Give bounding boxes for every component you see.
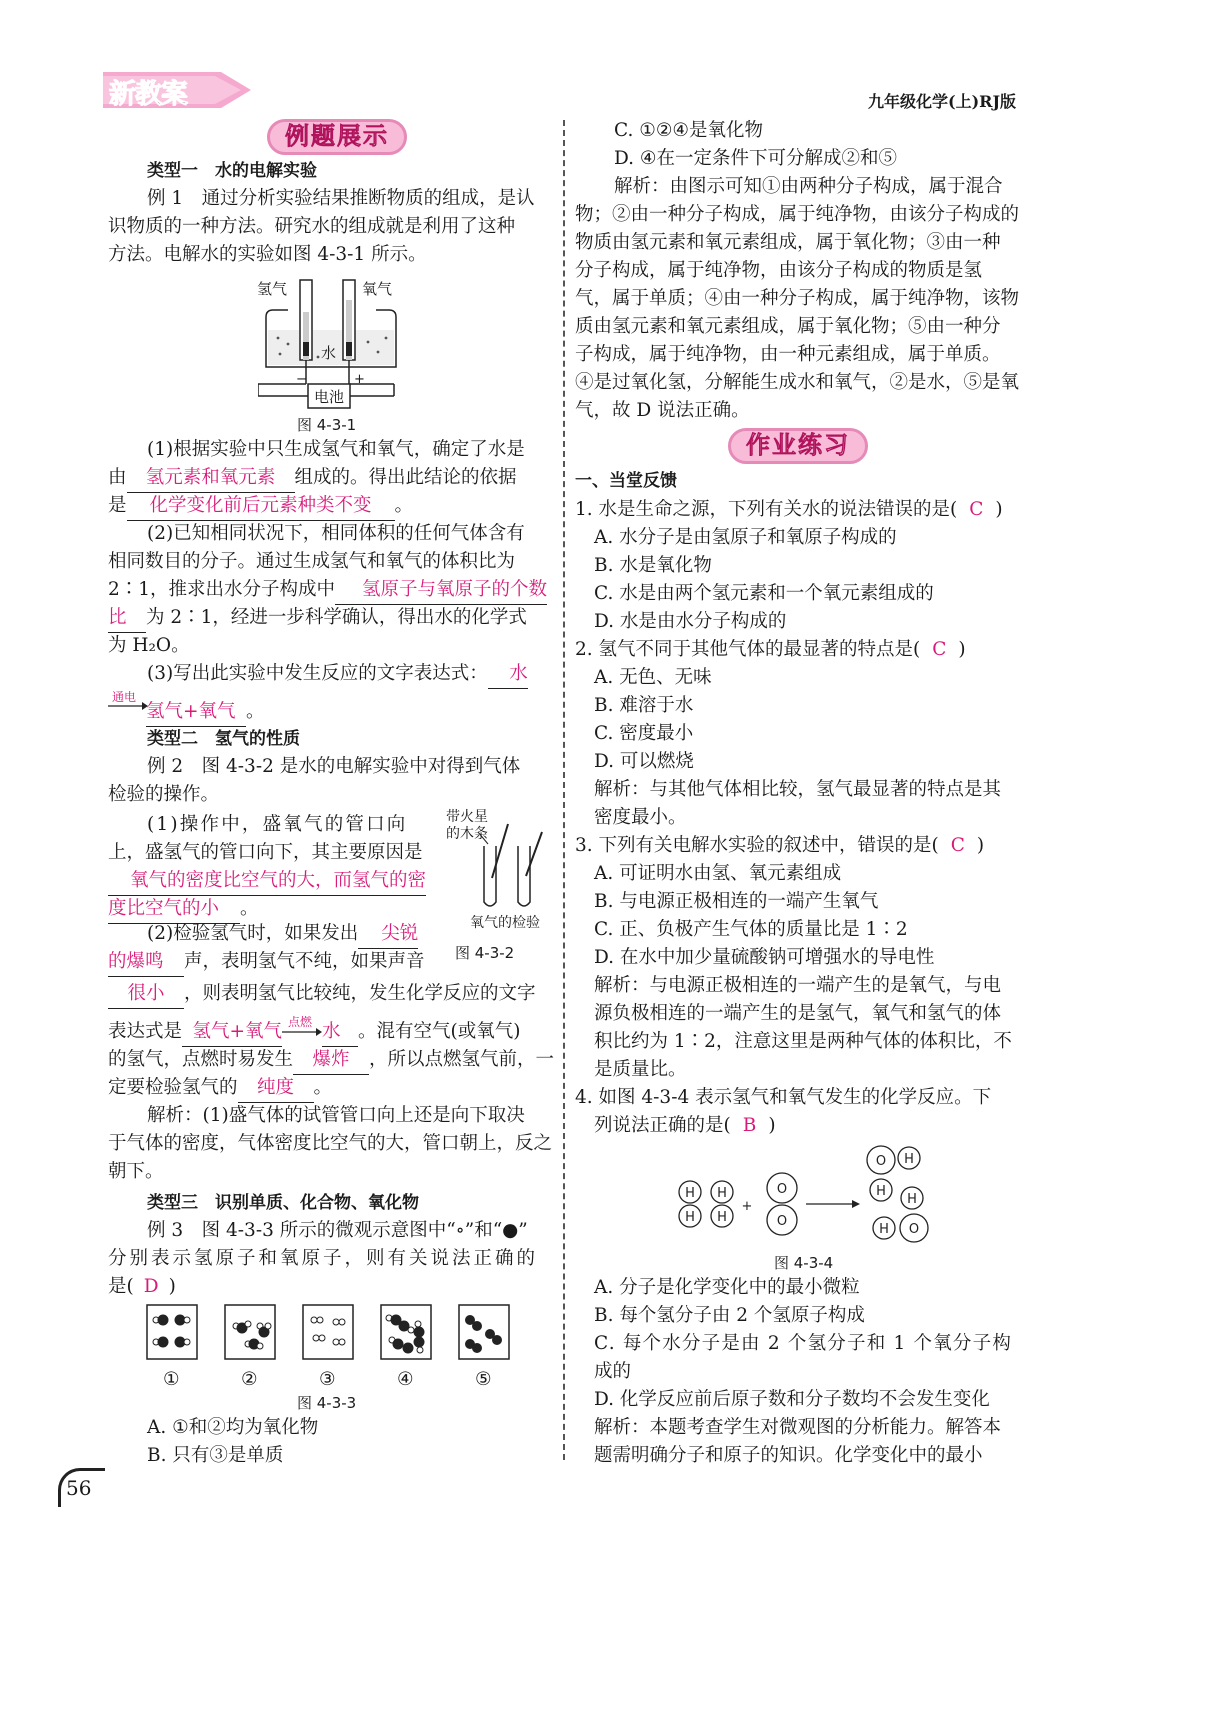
logo-text: 新教案: [109, 79, 187, 110]
svg-text:H: H: [879, 1222, 889, 1237]
example2-line1: 例 2 图 4-3-2 是水的电解实验中对得到气体: [147, 756, 521, 777]
q2-line3: [108, 576, 547, 605]
fig1-o2-label: 氧气: [362, 280, 393, 298]
svg-text:H: H: [876, 1184, 886, 1199]
q1-answer: C: [969, 499, 984, 520]
ex2-q2-line4-post: 。混有空气(或氧气): [358, 1021, 521, 1042]
ex3-option-b: B. 只有③是单质: [147, 1445, 284, 1466]
ex2-analysis-line1: 解析：(1)盛气体的试管管口向上还是向下取决: [147, 1105, 525, 1126]
fig1-water-label: 水: [321, 344, 337, 362]
q2-option-c: C. 密度最小: [594, 723, 694, 744]
fig2-label-splint2: 的木条: [446, 826, 488, 842]
q2-line2: 相同数目的分子。通过生成氢气和氧气的体积比为: [108, 551, 516, 572]
q4-analysis-line2: 题需明确分子和原子的知识。化学变化中的最小: [594, 1445, 983, 1466]
q4-paren-close: ): [768, 1115, 776, 1136]
q1-line3-post: 。: [394, 495, 414, 516]
q2-analysis-line1: 解析：与其他气体相比较，氢气最显著的特点是其: [594, 779, 1002, 800]
q3-analysis-line3: 积比约为 1∶2，注意这里是两种气体的体积比，不: [594, 1031, 1012, 1052]
ex2-q2-line5-post: ，所以点燃氢气前，一: [369, 1049, 555, 1070]
ex2-q2-line3-post: ，则表明氢气比较纯，发生化学反应的文字: [184, 983, 536, 1004]
q3-line1: [147, 660, 528, 689]
q3-option-d: D. 在水中加少量硫酸钠可增强水的导电性: [594, 947, 935, 968]
fig2-caption: 图 4-3-2: [455, 944, 515, 962]
ex2-q2-answer-reactants: 氢气+氧气: [182, 1018, 282, 1047]
q4-option-b: B. 每个氢分子由 2 个氢原子构成: [594, 1305, 865, 1326]
fig3-label-4: ④: [397, 1369, 414, 1390]
ex2-q1-line4-post: 。: [240, 898, 259, 919]
figure-gas-test: [440, 806, 550, 936]
svg-text:O: O: [875, 1154, 887, 1169]
q2-line4-post: 为 2∶1，经进一步科学确认，得出水的化学式: [146, 607, 527, 628]
column-divider: [563, 120, 565, 1460]
q4-stem-line1: 4. 如图 4-3-4 表示氢气和氧气发生的化学反应。下: [575, 1087, 992, 1108]
fig3-label-3: ③: [319, 1369, 336, 1390]
q2-line4: [108, 604, 527, 633]
ex2-q2-reaction-arrow: [282, 1015, 322, 1042]
fig3-caption: 图 4-3-3: [297, 1394, 357, 1412]
ex2-q1-answer-part2: 度比空气的小: [108, 895, 240, 924]
svg-text:O: O: [776, 1182, 788, 1197]
q2-line5: 为 H₂O。: [108, 635, 190, 656]
q4-analysis-line1: 解析：本题考查学生对微观图的分析能力。解答本: [594, 1417, 1002, 1438]
q2-option-b: B. 难溶于水: [594, 695, 694, 716]
fig1-battery-label: 电池: [314, 388, 345, 406]
example1-line2: 识物质的一种方法。研究水的组成就是利用了这种: [108, 216, 516, 237]
q4-option-c-cont: 成的: [594, 1361, 632, 1382]
fig2-label-oxygen-test: 氧气的检验: [470, 915, 540, 931]
q3-stem-text: 3. 下列有关电解水实验的叙述中，错误的是(: [575, 835, 939, 856]
q2-option-a: A. 无色、无味: [594, 667, 712, 688]
ex2-q1-line3: [108, 867, 426, 896]
q3-answer-water: 水: [488, 660, 528, 689]
q3-line2: [146, 698, 265, 727]
figure-micro-boxes: [146, 1304, 516, 1364]
q1-paren-close: ): [995, 499, 1003, 520]
q2-line3-pre: 2∶1，推求出水分子构成中: [108, 579, 336, 600]
svg-text:H: H: [904, 1152, 914, 1167]
q2-answer-part1: 氢原子与氧原子的个数: [335, 576, 547, 605]
ex2-q2-answer-small: 很小: [108, 980, 184, 1009]
q3-stem: [575, 832, 984, 860]
ex2-analysis-line2: 于气体的密度，气体密度比空气的大，管口朝上，反之: [108, 1133, 553, 1154]
q3-analysis-line1: 解析：与电源正极相连的一端产生的是氧气，与电: [594, 975, 1002, 996]
q3-analysis-line2: 源负极相连的一端产生的是氢气，氧气和氢气的体: [594, 1003, 1002, 1024]
ex2-q2-line5: [108, 1046, 554, 1075]
type-one-heading: 类型一 水的电解实验: [147, 161, 317, 181]
svg-text:H: H: [717, 1210, 727, 1225]
ex3-paren-close: ): [168, 1276, 176, 1297]
ex3-analysis-line1: 解析：由图示可知①由两种分子构成，属于混合: [614, 176, 1003, 197]
figure-electrolysis: [258, 272, 438, 412]
example3-line3: [108, 1273, 176, 1301]
q2-stem-text: 2. 氢气不同于其他气体的最显著的特点是(: [575, 639, 921, 660]
q4-option-c: C. 每个水分子是由 2 个氢分子和 1 个氧分子构: [594, 1333, 1013, 1354]
q2-paren-close: ): [958, 639, 966, 660]
ex3-answer: D: [143, 1276, 159, 1297]
edition-label: 九年级化学(上)RJ版: [868, 92, 1017, 111]
q1-option-c: C. 水是由两个氢元素和一个氧元素组成的: [594, 583, 934, 604]
ex2-q1-line1: (1)操作中，盛氧气的管口向: [147, 814, 408, 835]
fig3-label-5: ⑤: [475, 1369, 492, 1390]
example1-line1: 例 1 通过分析实验结果推断物质的组成，是认: [147, 188, 535, 209]
ex3-analysis-line7: 子构成，属于纯净物，由一种元素组成，属于单质。: [575, 344, 1001, 365]
ex2-q1-answer-part1: 氧气的密度比空气的大，而氢气的密: [108, 867, 426, 896]
q3-option-c: C. 正、负极产生气体的质量比是 1∶2: [594, 919, 908, 940]
ex2-q2-line1-pre: (2)检验氢气时，如果发出: [147, 923, 359, 944]
q2-line1: (2)已知相同状况下，相同体积的任何气体含有: [147, 523, 525, 544]
q3-condition: 通电: [112, 690, 137, 704]
logo: [103, 70, 253, 110]
example1-line3: 方法。电解水的实验如图 4-3-1 所示。: [108, 244, 427, 265]
ex2-q2-answer-sharp: 尖锐: [358, 920, 418, 949]
q4-option-a: A. 分子是化学变化中的最小微粒: [594, 1277, 860, 1298]
svg-text:H: H: [717, 1186, 727, 1201]
q4-stem2-text: 列说法正确的是(: [594, 1115, 731, 1136]
page-number: 56: [66, 1476, 92, 1500]
ex3-analysis-line4: 分子构成，属于纯净物，由该分子构成的物质是氢: [575, 260, 983, 281]
ex2-q2-line1: [147, 920, 418, 949]
q1-answer-elements: 氢元素和氧元素: [127, 464, 295, 493]
svg-text:O: O: [776, 1214, 788, 1229]
q2-answer-part2: 比: [108, 604, 146, 633]
svg-text:H: H: [685, 1210, 695, 1225]
q1-answer-basis: 化学变化前后元素种类不变: [127, 492, 395, 521]
svg-text:+: +: [741, 1199, 753, 1214]
fig1-neg-label: −: [296, 372, 307, 387]
q1-line3: [108, 492, 413, 521]
q2-analysis-line2: 密度最小。: [594, 807, 687, 828]
q3-line2-post: 。: [246, 701, 265, 722]
ex3-analysis-line9: 气，故 D 说法正确。: [575, 400, 750, 421]
ex2-q2-answer-product: 水: [322, 1018, 358, 1047]
q1-option-a: A. 水分子是由氢原子和氧原子构成的: [594, 527, 897, 548]
fig1-pos-label: +: [354, 372, 365, 387]
example2-line2: 检验的操作。: [108, 784, 220, 805]
ex2-analysis-line3: 朝下。: [108, 1161, 164, 1182]
ex2-q2-answer-explode: 爆炸: [293, 1046, 369, 1075]
q1-line2-post: 组成的。得出此结论的依据: [294, 467, 517, 488]
fig1-caption: 图 4-3-1: [297, 416, 357, 434]
ex3-option-c: C. ①②④是氧化物: [614, 120, 764, 141]
svg-text:H: H: [685, 1186, 695, 1201]
ex3-option-d: D. ④在一定条件下可分解成②和⑤: [614, 148, 898, 169]
fig2-label-splint: 带火星: [446, 809, 488, 825]
q3-answer-products: 氢气+氧气: [146, 698, 246, 727]
ex2-q2-answer-purity: 纯度: [238, 1074, 314, 1103]
figure-reaction-model: [672, 1142, 942, 1252]
ex2-q2-line3: [108, 980, 536, 1009]
section-banner-exercises: 作业练习: [728, 428, 868, 464]
q1-stem-text: 1. 水是生命之源，下列有关水的说法错误的是(: [575, 499, 958, 520]
q3-line1-pre: (3)写出此实验中发生反应的文字表达式：: [147, 663, 488, 684]
ex2-q2-line6-pre: 定要检验氢气的: [108, 1077, 238, 1098]
section-banner-examples: 例题展示: [267, 119, 407, 155]
q1-option-d: D. 水是由水分子构成的: [594, 611, 787, 632]
ex3-analysis-line3: 物质由氢元素和氧元素组成，属于氧化物；③由一种: [575, 232, 1001, 253]
q3-option-a: A. 可证明水由氢、氧元素组成: [594, 863, 842, 884]
q1-stem: [575, 496, 1003, 524]
ex3-option-a: A. ①和②均为氧化物: [147, 1417, 319, 1438]
q1-line3-pre: 是: [108, 495, 127, 516]
q2-option-d: D. 可以燃烧: [594, 751, 694, 772]
ex2-q1-line2: 上，盛氢气的管口向下，其主要原因是: [108, 842, 423, 863]
q4-answer: B: [742, 1115, 757, 1136]
ex2-q2-line4-pre: 表达式是: [108, 1021, 183, 1042]
q3-reaction-arrow: [108, 690, 148, 720]
ex2-q2-line5-pre: 的氢气，点燃时易发生: [108, 1049, 294, 1070]
ex2-q2-line2: [108, 948, 425, 977]
q4-stem-line2: [594, 1112, 776, 1140]
q3-option-b: B. 与电源正极相连的一端产生氧气: [594, 891, 879, 912]
q3-answer: C: [950, 835, 965, 856]
q1-option-b: B. 水是氧化物: [594, 555, 712, 576]
q2-answer: C: [932, 639, 947, 660]
q1-line1: (1)根据实验中只生成氢气和氧气，确定了水是: [147, 439, 525, 460]
q1-line2: [108, 464, 517, 493]
type-two-heading: 类型二 氢气的性质: [147, 729, 300, 749]
fig4-caption: 图 4-3-4: [774, 1254, 834, 1272]
ex2-q2-line2-post: 声，表明氢气不纯，如果声音: [184, 951, 425, 972]
ex2-q2-line6: [108, 1074, 332, 1103]
ex3-analysis-line8: ④是过氧化氢，分解能生成水和氧气，②是水，⑤是氧: [575, 372, 1020, 393]
ex2-q2-line6-post: 。: [313, 1077, 333, 1098]
ex3-analysis-line5: 气，属于单质；④由一种分子构成，属于纯净物，该物: [575, 288, 1020, 309]
q2-stem: [575, 636, 966, 664]
ex2-q2-condition: 点燃: [288, 1015, 313, 1029]
ex3-paren-open: 是(: [108, 1276, 134, 1297]
fig3-label-1: ①: [163, 1369, 180, 1390]
svg-text:O: O: [908, 1222, 920, 1237]
example3-line2: 分别表示氢原子和氧原子，则有关说法正确的: [108, 1248, 539, 1269]
q3-analysis-line4: 是质量比。: [594, 1059, 687, 1080]
section-heading-feedback: 一、当堂反馈: [575, 471, 677, 491]
q4-option-d: D. 化学反应前后原子数和分子数均不会发生变化: [594, 1389, 990, 1410]
type-three-heading: 类型三 识别单质、化合物、氧化物: [147, 1193, 419, 1213]
ex2-q2-answer-pop: 的爆鸣: [108, 948, 184, 977]
q3-paren-close: ): [976, 835, 985, 856]
ex3-analysis-line6: 质由氢元素和氧元素组成，属于氧化物；⑤由一种分: [575, 316, 1001, 337]
example3-line1: 例 3 图 4-3-3 所示的微观示意图中“∘”和“●”: [147, 1220, 528, 1241]
ex2-q2-line4: [108, 1015, 521, 1047]
svg-text:H: H: [907, 1192, 917, 1207]
fig3-label-2: ②: [241, 1369, 258, 1390]
fig1-h2-label: 氢气: [257, 280, 288, 298]
ex3-analysis-line2: 物；②由一种分子构成，属于纯净物，由该分子构成的: [575, 204, 1020, 225]
q1-line2-pre: 由: [108, 467, 127, 488]
